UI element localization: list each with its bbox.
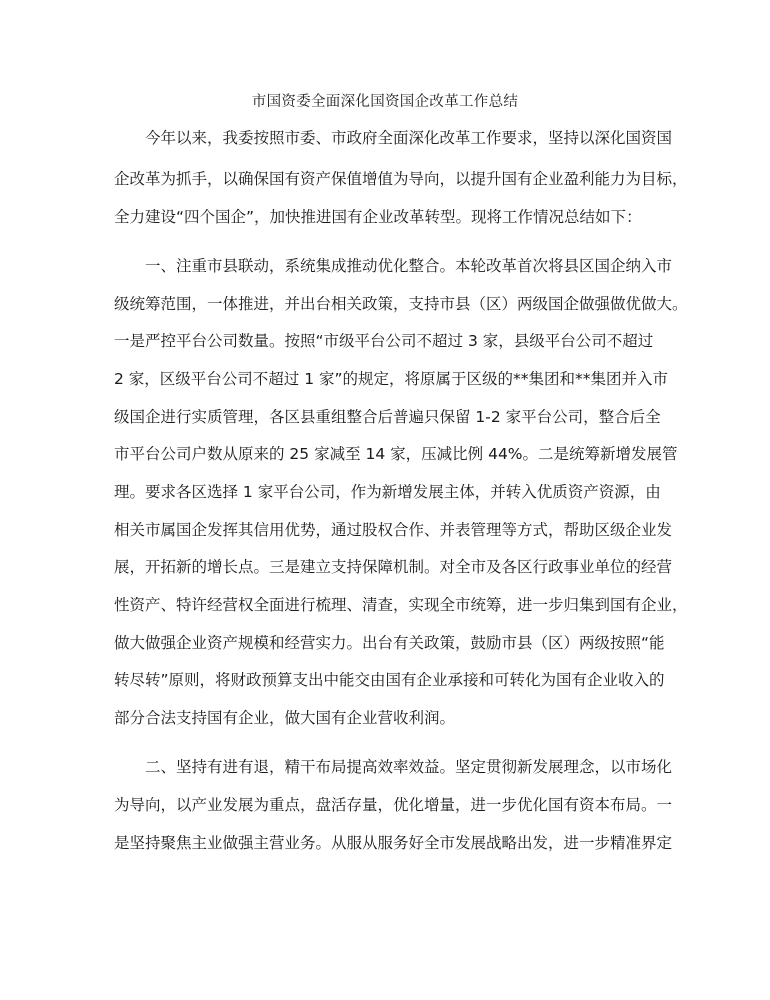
paragraph-2-line-1: 一、注重市县联动，系统集成推动优化整合。本轮改革首次将县区国企纳入市 xyxy=(145,257,673,275)
paragraph-2-line-2: 级统筹范围，一体推进，并出台相关政策，支持市县（区）两级国企做强做优做大。 xyxy=(114,295,688,313)
paragraph-2-line-7: 理。要求各区选择 1 家平台公司，作为新增发展主体，并转入优质资产资源，由 xyxy=(114,483,661,501)
paragraph-2-line-5: 级国企进行实质管理，各区县重组整合后普遍只保留 1-2 家平台公司，整合后全 xyxy=(114,408,661,426)
paragraph-2-line-6: 市平台公司户数从原来的 25 家减至 14 家，压减比例 44%。二是统筹新增发展管 xyxy=(114,445,678,463)
document-title: 市国资委全面深化国资国企改革工作总结 xyxy=(251,94,519,110)
paragraph-2-line-9: 展，开拓新的增长点。三是建立支持保障机制。对全市及各区行政事业单位的经营 xyxy=(114,558,673,576)
paragraph-3-line-2: 为导向，以产业发展为重点，盘活存量，优化增量，进一步优化国有资本布局。一 xyxy=(114,796,673,814)
paragraph-2-line-10: 性资产、特许经营权全面进行梳理、清查，实现全市统筹，进一步归集到国有企业， xyxy=(114,596,688,614)
paragraph-2-line-4: 2 家，区级平台公司不超过 1 家”的规定，将原属于区级的**集团和**集团并入市 xyxy=(114,370,669,388)
paragraph-2-line-12: 转尽转”原则，将财政预算支出中能交由国有企业承接和可转化为国有企业收入的 xyxy=(114,671,665,689)
paragraph-1-line-2: 企改革为抓手，以确保国有资产保值增值为导向，以提升国有企业盈利能力为目标， xyxy=(114,170,688,188)
paragraph-2-line-13: 部分合法支持国有企业，做大国有企业营收利润。 xyxy=(114,709,456,727)
paragraph-1-line-1: 今年以来，我委按照市委、市政府全面深化改革工作要求，坚持以深化国资国 xyxy=(145,129,673,147)
paragraph-2-line-3: 一是严控平台公司数量。按照“市级平台公司不超过 3 家，县级平台公司不超过 xyxy=(114,332,654,350)
paragraph-2-line-8: 相关市属国企发挥其信用优势，通过股权合作、并表管理等方式，帮助区级企业发 xyxy=(114,521,673,539)
paragraph-2-line-11: 做大做强企业资产规模和经营实力。出台有关政策，鼓励市县（区）两级按照“能 xyxy=(114,634,665,652)
paragraph-3-line-3: 是坚持聚焦主业做强主营业务。从服从服务好全市发展战略出发，进一步精准界定 xyxy=(114,834,673,852)
paragraph-1-line-3: 全力建设“四个国企”，加快推进国有企业改革转型。现将工作情况总结如下： xyxy=(114,208,642,226)
paragraph-3-line-1: 二、坚持有进有退，精干布局提高效率效益。坚定贯彻新发展理念，以市场化 xyxy=(145,758,673,776)
